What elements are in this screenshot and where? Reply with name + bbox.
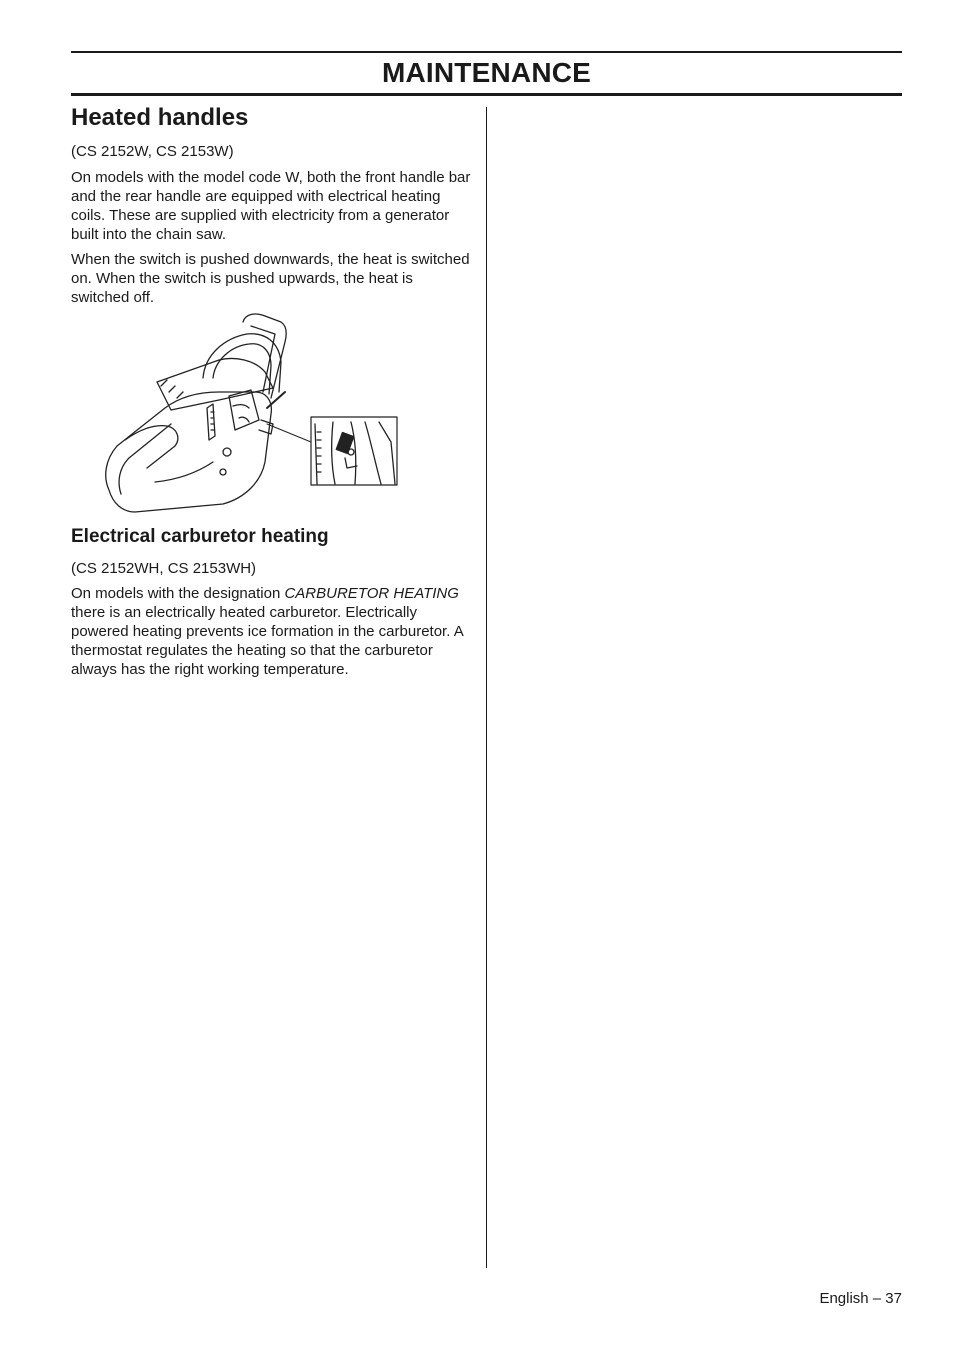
column-divider (486, 107, 487, 1268)
section-title-heated-handles: Heated handles (71, 104, 249, 131)
heated-handles-para1: On models with the model code W, both the front handle bar and the rear handle are equipped with electrical heating coils. These are supplied with electricity from a generator built into the chain saw. (71, 169, 471, 243)
chainsaw-icon (95, 312, 405, 522)
carburetor-models: (CS 2152WH, CS 2153WH) (71, 560, 257, 577)
header-rule-bottom (71, 93, 902, 96)
page-footer: English – 37 (819, 1290, 902, 1307)
chainsaw-illustration (95, 312, 405, 522)
header-rule-top (71, 51, 902, 53)
heated-handles-models: (CS 2152W, CS 2153W) (71, 143, 234, 160)
carburetor-para-suffix: there is an electrically heated carburetor. Electrically powered heating prevents ice formation in the carburetor. A thermostat regulates the heating so that the carburetor always has the right working temperature. (71, 604, 463, 678)
carburetor-para-prefix: On models with the designation (71, 585, 285, 602)
page-header-title: MAINTENANCE (381, 57, 592, 88)
section-title-carburetor-heating: Electrical carburetor heating (71, 526, 329, 547)
carburetor-para-italic: CARBURETOR HEATING (284, 585, 459, 602)
carburetor-para (71, 584, 471, 679)
heated-handles-para2: When the switch is pushed downwards, the heat is switched on. When the switch is pushed upwards, the heat is switched off. (71, 251, 470, 306)
